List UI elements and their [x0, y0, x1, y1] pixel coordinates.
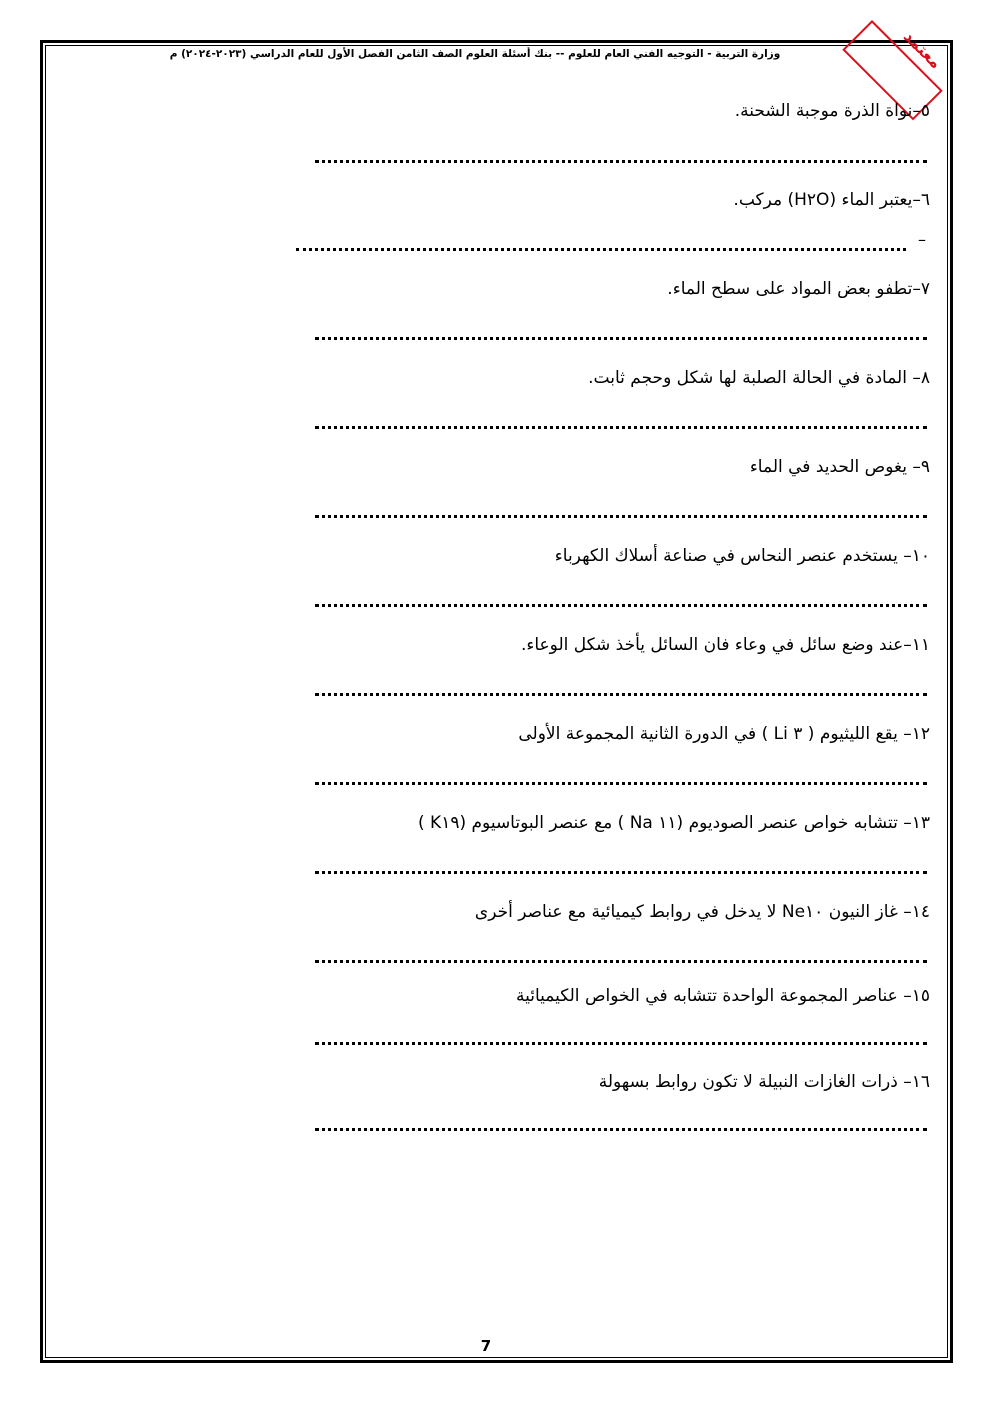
answer-line-7[interactable] [315, 325, 927, 340]
stray-dash: – [918, 230, 926, 249]
question-12: ١٢– يقع الليثيوم ( ٣ Li ) في الدورة الثانية المجموعة الأولى [518, 724, 930, 744]
answer-line-12[interactable] [315, 770, 927, 785]
answer-line-10[interactable] [315, 592, 927, 607]
page-header: وزارة التربية - التوجيه الفني العام للعلوم -- بنك أسئلة العلوم الصف الثامن الفصل الأول للعام الدراسي (٢٠٢٣-٢٠٢٤) م [169, 48, 781, 60]
answer-line-16[interactable] [315, 1116, 927, 1131]
question-16: ١٦– ذرات الغازات النبيلة لا تكون روابط بسهولة [598, 1072, 930, 1092]
page-number: 7 [480, 1337, 492, 1355]
question-14: ١٤– غاز النيون Ne١٠ لا يدخل في روابط كيميائية مع عناصر أخرى [474, 902, 930, 922]
answer-line-14[interactable] [315, 948, 927, 963]
question-8: ٨– المادة في الحالة الصلبة لها شكل وحجم ثابت. [588, 368, 930, 388]
answer-line-15[interactable] [315, 1030, 927, 1045]
answer-line-6[interactable] [296, 236, 906, 251]
question-11: ١١–عند وضع سائل في وعاء فان السائل يأخذ شكل الوعاء. [520, 635, 930, 655]
approval-stamp-text: معتمد [899, 26, 946, 73]
question-13: ١٣– تتشابه خواص عنصر الصوديوم (١١ Na ) مع عنصر البوتاسيوم (K١٩ ) [418, 813, 930, 833]
question-9: ٩– يغوص الحديد في الماء [749, 457, 930, 477]
answer-line-11[interactable] [315, 681, 927, 696]
answer-line-8[interactable] [315, 414, 927, 429]
question-7: ٧–تطفو بعض المواد على سطح الماء. [667, 279, 930, 299]
question-6: ٦–يعتبر الماء (H٢O) مركب. [733, 190, 930, 210]
answer-line-9[interactable] [315, 503, 927, 518]
question-15: ١٥– عناصر المجموعة الواحدة تتشابه في الخواص الكيميائية [516, 986, 930, 1006]
answer-line-5[interactable] [315, 148, 927, 163]
question-10: ١٠– يستخدم عنصر النحاس في صناعة أسلاك الكهرباء [554, 546, 930, 566]
answer-line-13[interactable] [315, 859, 927, 874]
question-5: ٥–نواة الذرة موجبة الشحنة. [734, 101, 930, 121]
